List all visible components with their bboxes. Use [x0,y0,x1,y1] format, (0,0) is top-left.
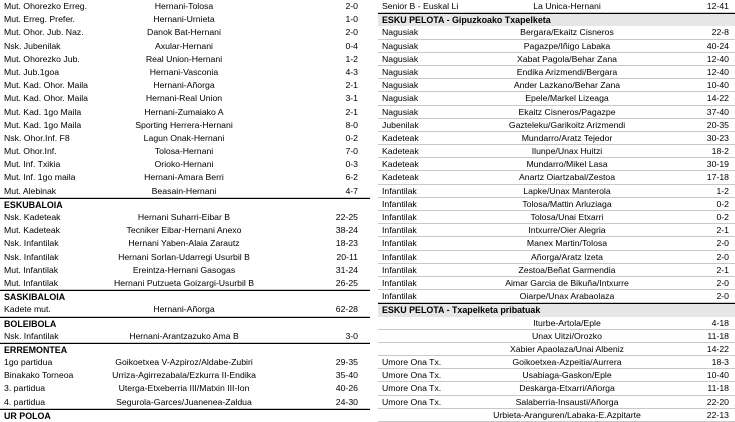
category-label: Nagusiak [382,80,419,91]
match-score: 11-18 [707,330,729,341]
match-score: 14-22 [706,93,729,104]
section-header [0,198,370,211]
match-score: 0-2 [716,212,729,222]
result-row [378,158,735,171]
result-row [0,119,370,132]
result-row [378,290,735,303]
match-teams: Intxurre/Oier Alegria [528,225,606,236]
category-label: Senior B - Euskal Li [382,1,459,11]
category-label: Mut. Ohor. Jub. Naz. [4,27,84,38]
result-row [378,396,735,409]
section-title: ESKU PELOTA - Txapelketa pribatuak [382,305,541,316]
result-row [378,26,735,39]
category-label: Mut. Erreg. Prefer. [4,14,75,25]
match-score: 12-40 [706,66,729,77]
result-row [0,224,370,237]
result-row [378,66,735,79]
category-label: Nsk. Jubenilak [4,40,61,51]
category-label: Infantilak [382,238,417,249]
section-title: UR POLOA [4,410,51,421]
match-score: 22-25 [335,212,358,222]
category-label: Nsk. Infantilak [4,238,59,249]
match-score: 18-3 [711,357,729,368]
match-teams: Tolosa/Mattin Arluziaga [522,198,612,209]
match-teams: Hernani-Real Union [145,93,223,104]
result-row [378,343,735,356]
match-teams: Zestoa/Beñat Garmendia [518,264,616,275]
result-row [0,26,370,39]
result-row [0,382,370,395]
match-teams: Xabat Pagola/Behar Zana [517,53,617,64]
match-score: 0-4 [345,40,358,51]
match-score: 12-41 [706,1,729,11]
match-teams: Hernani-Arantzazuko Ama B [129,330,239,341]
result-row [378,317,735,330]
category-label: Mut. Inf. 1go maila [4,172,76,183]
match-teams: Hernani Sorlan-Udarregi Usurbil B [118,251,250,262]
match-score: 14-22 [706,343,729,354]
result-row [0,66,370,79]
result-row [378,106,735,119]
category-label: Infantilak [382,185,417,196]
results-column-right [378,0,735,422]
result-row [378,211,735,224]
result-row [378,198,735,211]
match-score: 10-40 [706,370,729,381]
match-score: 2-0 [345,1,358,11]
result-row [378,251,735,264]
result-row [378,0,735,13]
category-label: Mut. Kadeteak [4,225,61,236]
match-score: 10-40 [706,80,729,91]
section-header [0,409,370,422]
match-score: 35-40 [335,370,358,381]
result-row [0,79,370,92]
result-row [0,13,370,26]
category-label: Mut. Alebinak [4,185,57,196]
match-score: 6-2 [345,172,358,183]
category-label: 4. partidua [4,396,46,407]
match-teams: Tolosa/Unai Etxarri [530,212,604,222]
match-teams: Axular-Hernani [155,40,213,51]
result-row [0,277,370,290]
match-score: 12-40 [706,53,729,64]
result-row [0,356,370,369]
match-score: 0-2 [345,132,358,143]
result-row [0,251,370,264]
match-score: 3-1 [345,93,358,104]
category-label: Infantilak [382,264,417,275]
category-label: Mut. Infantilak [4,277,59,288]
match-score: 0-3 [345,159,358,170]
match-score: 20-35 [706,119,729,130]
result-row [378,79,735,92]
category-label: Kadete mut. [4,304,51,315]
match-teams: Orioko-Hernani [154,159,214,170]
category-label: Nagusiak [382,53,419,64]
result-row [378,119,735,132]
result-row [378,40,735,53]
result-row [378,277,735,290]
match-score: 22-20 [706,396,729,407]
result-row [0,369,370,382]
match-teams: Hernani-Zumaiako A [144,106,224,117]
match-teams: Salaberria-Insausti/Añorga [515,396,619,407]
category-label: Mut. Jub.1goa [4,66,60,77]
result-row [378,409,735,422]
category-label: Nsk. Kadeteak [4,212,61,222]
match-score: 8-0 [345,119,358,130]
match-score: 22-13 [706,409,729,420]
match-score: 1-0 [345,14,358,25]
match-score: 18-2 [711,146,729,157]
match-score: 0-2 [716,198,729,209]
result-row [0,92,370,105]
match-teams: Endika Arizmendi/Bergara [516,66,618,77]
match-teams: Ereintza-Hernani Gasogas [132,264,236,275]
match-score: 26-25 [335,277,358,288]
match-teams: Aimar Garcia de Bikuña/Intxurre [505,277,629,288]
result-row [0,40,370,53]
result-row [0,185,370,198]
match-score: 22-8 [711,27,729,38]
match-score: 20-11 [336,251,358,262]
match-teams: Usabiaga-Gaskon/Eple [522,370,612,381]
match-teams: Ander Lazkano/Behar Zana [513,80,621,91]
section-title: SASKIBALOIA [4,292,66,303]
match-teams: Hernani-Amara Berri [144,172,224,183]
match-teams: Xabier Apaolaza/Unai Albeniz [510,343,624,354]
match-teams: Anartz Oiartzabal/Zestoa [518,172,616,183]
match-score: 7-0 [345,146,358,157]
match-score: 30-19 [706,159,729,170]
match-score: 2-1 [345,80,358,91]
category-label: Mut. Inf. Txikia [4,159,61,170]
result-row [0,158,370,171]
result-row [378,145,735,158]
match-score: 1-2 [716,185,729,196]
category-label: Nsk. Ohor.Inf. F8 [4,132,70,143]
result-row [0,330,370,343]
match-teams: Oiarpe/Unax Arabaolaza [519,291,615,302]
result-row [0,264,370,277]
match-teams: Danok Bat-Hernani [147,27,221,38]
match-teams: Hernani-Urnieta [153,14,215,25]
section-header [0,290,370,303]
category-label: Infantilak [382,277,417,288]
category-label: Binakako Torneoa [4,370,74,381]
result-row [378,185,735,198]
match-teams: Sporting Herrera-Hernani [135,119,233,130]
match-teams: Goikoetxea V-Azpiroz/Aldabe-Zubiri [115,357,253,368]
result-row [378,224,735,237]
match-score: 1-2 [345,53,358,64]
category-label: Kadeteak [382,159,419,170]
match-score: 62-28 [335,304,358,315]
result-row [378,92,735,105]
category-label: Mut. Kad. Ohor. Maila [4,80,89,91]
result-row [378,53,735,66]
section-header [378,303,735,316]
category-label: Nagusiak [382,40,419,51]
match-teams: Manex Martin/Tolosa [526,238,608,249]
match-teams: Pagazpe/Iñigo Labaka [523,40,611,51]
category-label: Umore Ona Tx. [382,396,442,407]
match-score: 24-30 [335,396,358,407]
category-label: Nagusiak [382,106,419,117]
match-score: 31-24 [335,264,358,275]
match-score: 38-24 [335,225,358,236]
category-label: Nsk. Infantilak [4,251,59,262]
result-row [378,330,735,343]
match-teams: Urbieta-Aranguren/Labaka-E.Azpitarte [493,409,641,420]
section-header [0,317,370,330]
match-teams: Lapke/Unax Manterola [523,185,611,196]
match-score: 2-0 [716,277,729,288]
match-score: 4-7 [345,185,358,196]
result-row [0,53,370,66]
result-row [0,211,370,224]
match-score: 11-18 [707,383,729,394]
match-teams: Añorga/Aratz Izeta [531,251,603,262]
result-row [378,132,735,145]
match-score: 40-24 [706,40,729,51]
category-label: Nagusiak [382,93,419,104]
category-label: Infantilak [382,198,417,209]
category-label: Kadeteak [382,146,419,157]
match-teams: Hernani Putzueta Goizargi-Usurbil B [113,277,255,288]
category-label: Infantilak [382,291,417,302]
result-row [378,382,735,395]
match-teams: Epele/Markel Lizeaga [525,93,609,104]
match-teams: Hernani Suharri-Eibar B [137,212,231,222]
result-row [0,145,370,158]
result-row [378,356,735,369]
match-score: 4-3 [345,66,358,77]
section-header [378,13,735,26]
match-teams: Bergara/Ekaitz Cisneros [520,27,614,38]
match-score: 37-40 [706,106,729,117]
category-label: Mut. Kad. Ohor. Maila [4,93,89,104]
category-label: Infantilak [382,225,417,236]
category-label: 1go partidua [4,357,53,368]
result-row [0,303,370,316]
match-teams: Hernani-Añorga [153,304,215,315]
match-teams: Goikoetxea-Azpeitia/Aurrera [512,357,622,368]
match-teams: Hernani-Añorga [153,80,215,91]
match-teams: Segurola-Garces/Juanenea-Zaldua [116,396,252,407]
category-label: Infantilak [382,212,417,222]
result-row [0,106,370,119]
match-teams: Gazteleku/Garikoitz Arizmendi [508,119,626,130]
category-label: Umore Ona Tx. [382,357,442,368]
match-score: 30-23 [706,132,729,143]
match-score: 2-1 [345,106,358,117]
category-label: Mut. Kad. 1go Maila [4,106,82,117]
result-row [378,237,735,250]
category-label: Mut. Infantilak [4,264,59,275]
section-title: BOLEIBOLA [4,318,57,329]
result-row [378,171,735,184]
category-label: Kadeteak [382,132,419,143]
match-teams: Uterga-Etxeberria III/Matxin III-Ion [118,383,250,394]
result-row [0,396,370,409]
match-teams: Iturbe-Artola/Eple [533,317,601,328]
category-label: Umore Ona Tx. [382,383,442,394]
match-score: 18-23 [335,238,358,249]
section-title: ESKUBALOIA [4,199,63,210]
match-score: 2-0 [716,238,729,249]
match-score: 2-0 [345,27,358,38]
match-teams: Hernani Yaben-Alaia Zarautz [128,238,240,249]
section-title: ESKU PELOTA - Gipuzkoako Txapelketa [382,15,551,26]
category-label: Mut. Ohorezko Jub. [4,53,80,64]
match-score: 17-18 [706,172,729,183]
match-teams: Real Union-Hernani [145,53,223,64]
result-row [378,369,735,382]
match-teams: Tolosa-Hernani [154,146,214,157]
match-score: 29-35 [335,357,358,368]
category-label: Nagusiak [382,66,419,77]
category-label: Nsk. Infantilak [4,330,59,341]
result-row [378,264,735,277]
section-title: ERREMONTEA [4,344,68,355]
category-label: Jubenilak [382,119,419,130]
match-teams: La Unica-Hernani [533,1,601,11]
match-teams: Ekaitz Cisneros/Pagazpe [518,106,616,117]
match-teams: Urriza-Agirrezabala/Ezkurra II-Endika [112,370,256,381]
category-label: Mut. Ohor.Inf. [4,146,57,157]
match-score: 3-0 [345,330,358,341]
match-teams: Unax Uitzi/Orozko [531,330,602,341]
match-teams: Ilunpe/Unax Huitzi [531,146,603,157]
result-row [0,0,370,13]
match-teams: Mundarro/Aratz Tejedor [521,132,613,143]
match-score: 2-1 [716,264,729,275]
match-score: 2-0 [716,251,729,262]
category-label: Mut. Kad. 1go Maila [4,119,82,130]
match-teams: Mundarro/Mikel Lasa [526,159,608,170]
match-score: 40-26 [335,383,358,394]
result-row [0,171,370,184]
match-teams: Tecniker Eibar-Hernani Anexo [126,225,242,236]
match-score: 4-18 [711,317,729,328]
match-teams: Hernani-Tolosa [154,1,214,11]
match-teams: Deskarga-Etxarri/Añorga [519,383,615,394]
result-row [0,132,370,145]
category-label: Umore Ona Tx. [382,370,442,381]
section-header [0,343,370,356]
category-label: 3. partidua [4,383,46,394]
category-label: Infantilak [382,251,417,262]
match-teams: Lagun Onak-Hernani [143,132,225,143]
match-teams: Hernani-Vasconia [149,66,219,77]
match-score: 2-0 [716,291,729,302]
category-label: Nagusiak [382,27,419,38]
match-teams: Beasain-Hernani [151,185,217,196]
category-label: Mut. Ohorezko Erreg. [4,1,88,11]
result-row [0,237,370,250]
match-score: 2-1 [716,225,729,236]
category-label: Kadeteak [382,172,419,183]
